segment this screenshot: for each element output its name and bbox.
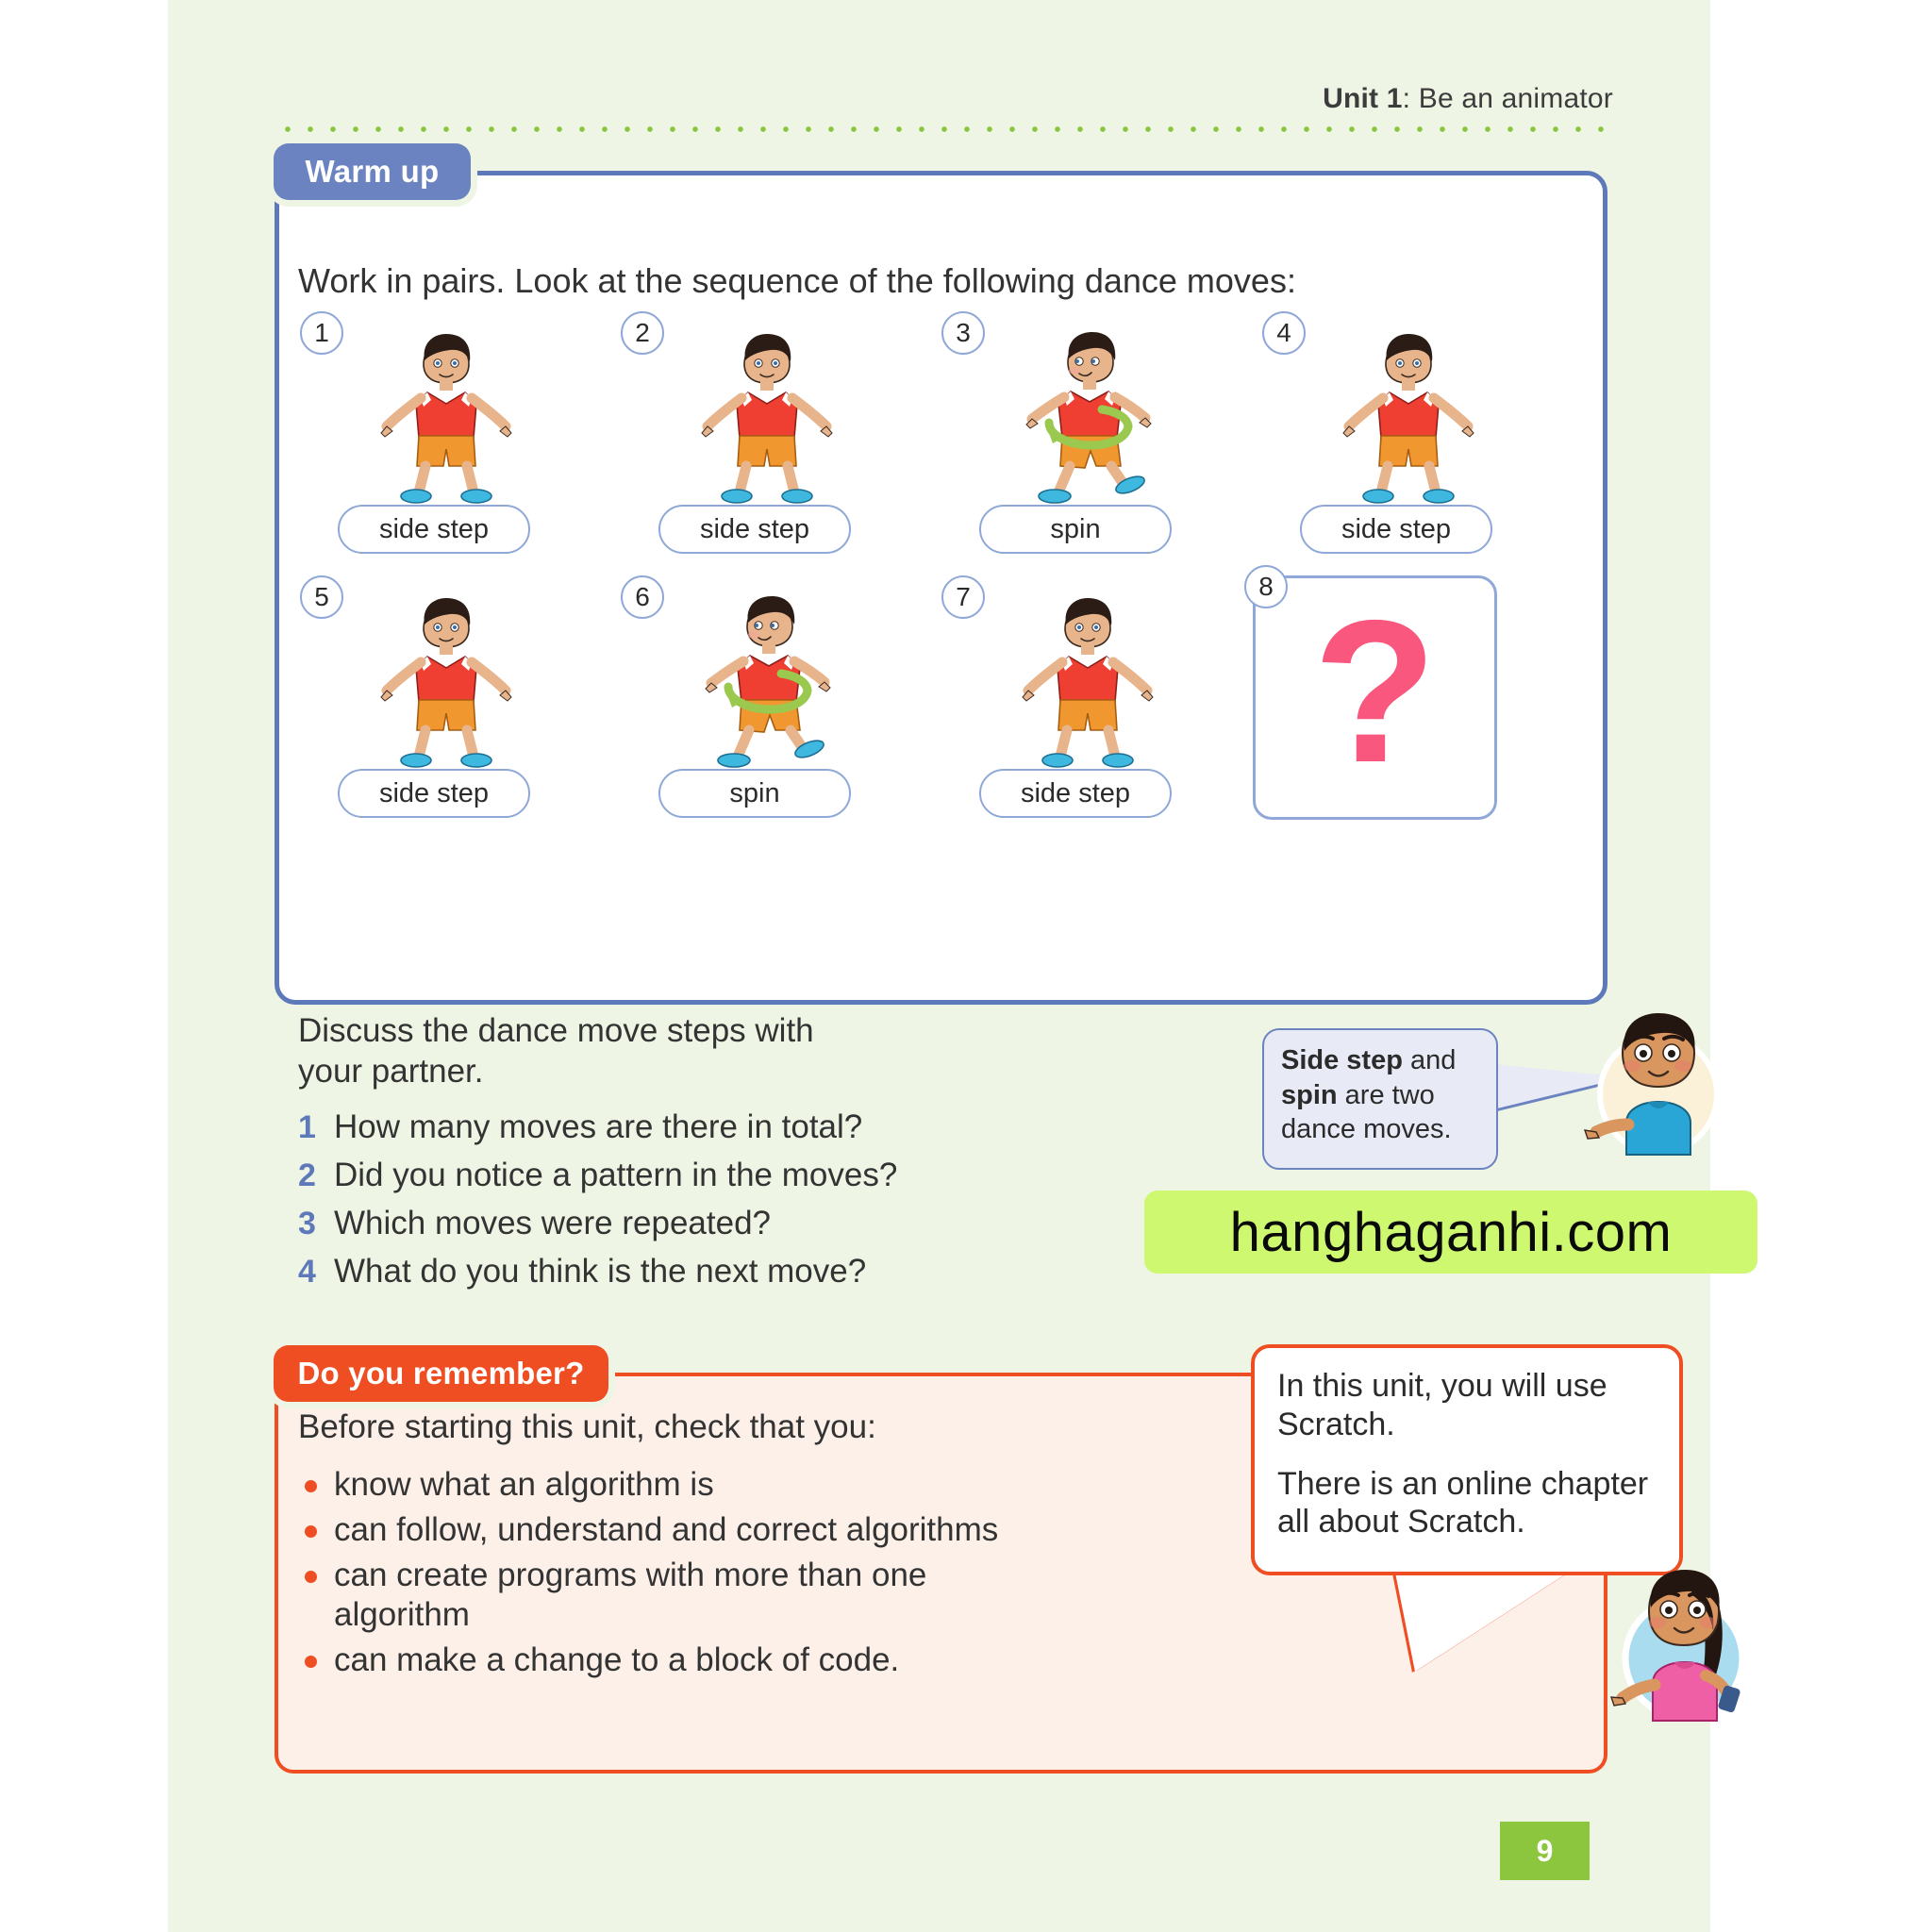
step-number-badge: 4	[1262, 311, 1306, 355]
sequence-item	[932, 575, 1239, 825]
list-item	[298, 1641, 1034, 1680]
unknown-move-card	[1253, 572, 1497, 820]
page-number-text: 9	[1536, 1833, 1554, 1868]
move-label: side step	[979, 769, 1172, 818]
step-number-badge: 3	[941, 311, 985, 355]
sequence-item	[1253, 311, 1559, 561]
question-mark-icon: ?	[1312, 577, 1438, 805]
textbook-page	[168, 0, 1710, 1932]
bullet-text: can follow, understand and correct algorithms	[334, 1511, 999, 1548]
bullet-icon	[298, 1510, 334, 1538]
step-number-badge: 5	[300, 575, 343, 619]
sequence-item	[611, 575, 918, 825]
sequence-item	[611, 311, 918, 561]
bubble-tail-text: are two dance moves.	[1281, 1079, 1452, 1145]
question-text: Which moves were repeated?	[334, 1205, 771, 1241]
warm-up-tab	[274, 143, 471, 200]
sequence-item	[291, 575, 597, 825]
step-number-badge: 8	[1244, 565, 1288, 608]
bubble-bold-spin: spin	[1281, 1079, 1338, 1110]
bullet-icon	[298, 1465, 334, 1492]
list-item	[298, 1556, 1034, 1635]
girl-bubble-line-1: In this unit, you will use Scratch.	[1277, 1368, 1607, 1442]
bullet-text: know what an algorithm is	[334, 1466, 714, 1503]
unit-separator: :	[1402, 83, 1419, 114]
do-you-remember-tab	[274, 1345, 608, 1402]
dancer-side-step-icon	[338, 317, 555, 506]
discussion-question-list	[298, 1108, 958, 1301]
warm-up-tab-label: Warm up	[305, 154, 440, 189]
boy-avatar	[1583, 1008, 1734, 1158]
bullet-text: can make a change to a block of code.	[334, 1641, 900, 1678]
remember-intro-text: Before starting this unit, check that you:	[298, 1408, 876, 1445]
list-item	[298, 1465, 1034, 1505]
page-header	[168, 83, 1613, 115]
question-number: 1	[298, 1109, 316, 1145]
move-label: spin	[979, 505, 1172, 554]
question-number: 4	[298, 1254, 316, 1290]
bullet-icon	[298, 1556, 334, 1583]
list-item	[298, 1108, 958, 1146]
question-number: 2	[298, 1158, 316, 1193]
list-item	[298, 1253, 958, 1291]
do-you-remember-tab-label: Do you remember?	[297, 1356, 585, 1391]
move-label: side step	[1300, 505, 1492, 554]
question-text: What do you think is the next move?	[334, 1253, 867, 1290]
question-text: Did you notice a pattern in the moves?	[334, 1157, 898, 1193]
list-item	[298, 1157, 958, 1194]
dancer-side-step-icon	[1300, 317, 1517, 506]
bullet-icon	[298, 1641, 334, 1668]
step-number-badge: 7	[941, 575, 985, 619]
sequence-item	[932, 311, 1239, 561]
question-text: How many moves are there in total?	[334, 1108, 863, 1145]
sequence-item	[291, 311, 597, 561]
prerequisite-checklist	[298, 1465, 1034, 1686]
move-label: side step	[338, 505, 530, 554]
list-item	[298, 1510, 1034, 1550]
sequence-row-1	[291, 311, 1574, 561]
dancer-spin-icon	[658, 581, 875, 770]
sequence-row-2	[291, 572, 1574, 825]
girl-avatar	[1604, 1564, 1764, 1724]
girl-bubble-line-2: There is an online chapter all about Scratch.	[1277, 1465, 1649, 1541]
list-item	[298, 1205, 958, 1242]
header-dotted-rule	[276, 125, 1614, 133]
unit-title: Be an animator	[1418, 83, 1613, 114]
warm-up-intro-text: Work in pairs. Look at the sequence of the following dance moves:	[298, 261, 1296, 300]
move-label: spin	[658, 769, 851, 818]
step-number-badge: 2	[621, 311, 664, 355]
dancer-side-step-icon	[338, 581, 555, 770]
bubble-bold-side-step: Side step	[1281, 1045, 1403, 1075]
unit-label: Unit 1	[1323, 83, 1403, 114]
question-number: 3	[298, 1206, 316, 1241]
move-label: side step	[658, 505, 851, 554]
step-number-badge: 6	[621, 575, 664, 619]
discuss-intro-text: Discuss the dance move steps with your partner.	[298, 1012, 814, 1090]
girl-bubble-tail	[1394, 1568, 1575, 1672]
girl-speech-bubble	[1251, 1344, 1683, 1575]
page-number-badge	[1500, 1822, 1590, 1880]
dancer-spin-icon	[979, 317, 1196, 506]
watermark-text: hanghaganhi.com	[1229, 1201, 1673, 1263]
boy-speech-bubble	[1262, 1028, 1498, 1170]
dancer-side-step-icon	[658, 317, 875, 506]
dancer-side-step-icon	[979, 581, 1196, 770]
watermark-banner	[1144, 1191, 1757, 1274]
bullet-text: can create programs with more than one algorithm	[334, 1557, 927, 1633]
move-label: side step	[338, 769, 530, 818]
bubble-and: and	[1402, 1045, 1457, 1075]
step-number-badge: 1	[300, 311, 343, 355]
